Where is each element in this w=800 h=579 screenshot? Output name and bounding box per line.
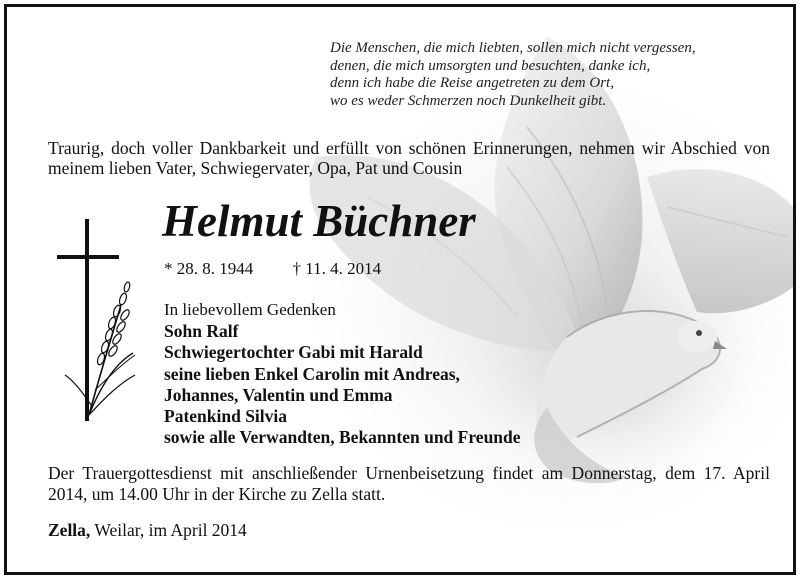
life-dates <box>164 259 381 279</box>
birth-date: * 28. 8. 1944 <box>164 259 254 278</box>
service-text: Der Trauergottesdienst mit anschließender Urnenbeisetzung findet am Donnerstag, dem 17. April 2014, um 14.00 Uhr in der Kirche zu Zella statt. <box>48 463 770 504</box>
mourner-line: seine lieben Enkel Carolin mit Andreas, <box>164 363 460 384</box>
poem-line: denn ich habe die Reise angetreten zu dem Ort, <box>330 75 614 91</box>
mourner-line: Patenkind Silvia <box>164 406 288 427</box>
poem-line: Die Menschen, die mich liebten, sollen mich nicht vergessen, <box>330 40 696 56</box>
intro-text: Traurig, doch voller Dankbarkeit und erfüllt von schönen Erinnerungen, nehmen wir Abschied von meinem lieben Vater, Schwiegervater, Opa, Pat und Cousin <box>48 138 770 178</box>
death-date: † 11. 4. 2014 <box>292 259 382 278</box>
mourner-line: Schwiegertochter Gabi mit Harald <box>164 342 423 363</box>
memorial-line: In liebevollem Gedenken <box>164 300 336 319</box>
obituary-notice <box>4 4 796 575</box>
mourner-line: sowie alle Verwandten, Bekannten und Freunde <box>164 427 521 448</box>
place-rest: Weilar, im April 2014 <box>90 520 247 540</box>
poem-verse <box>330 40 770 110</box>
poem-line: denen, die mich umsorgten und besuchten, danke ich, <box>330 57 651 74</box>
poem-line: wo es weder Schmerzen noch Dunkelheit gibt. <box>330 92 607 109</box>
mourner-line: Sohn Ralf <box>164 321 239 341</box>
mourners-list <box>164 321 521 449</box>
place-town: Zella, <box>48 520 91 540</box>
cross-with-wheat-icon <box>51 215 137 425</box>
place-date <box>48 520 247 540</box>
mourner-line: Johannes, Valentin und Emma <box>164 384 393 405</box>
deceased-name: Helmut Büchner <box>162 196 476 246</box>
